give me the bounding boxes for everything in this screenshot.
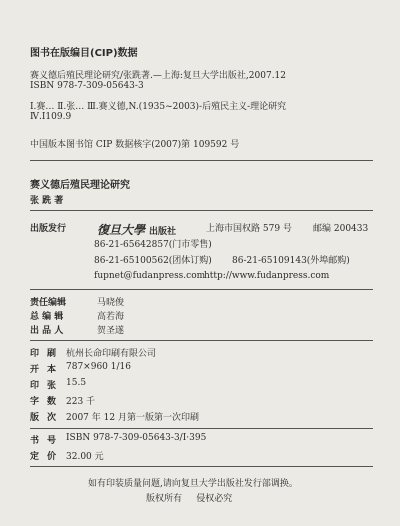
rights-notice: 版权所有 侵权必究 (146, 494, 233, 504)
publisher-logo-text: 復旦大學 (97, 223, 146, 237)
cip-line-3: Ⅰ.赛… Ⅱ.张… Ⅲ.赛义德,N.(1935~2003)-后殖民主义-理论研究 (30, 102, 287, 112)
cip-heading: 图书在版编目(CIP)数据 (30, 48, 138, 59)
price-value: 32.00 元 (66, 452, 104, 462)
phone-mail: 86-21-65109143(外埠邮购) (232, 256, 350, 266)
spec-label-printer: 印 刷 (30, 349, 56, 359)
cip-library-record: 中国版本图书馆 CIP 数据核字(2007)第 109592 号 (30, 140, 240, 150)
divider (30, 340, 373, 341)
publisher-email[interactable]: fupnet@fudanpress.com (94, 271, 206, 281)
spec-label-wordcount: 字 数 (30, 397, 56, 407)
phone-group: 86-21-65100562(团体订购) (94, 256, 212, 266)
spec-value-format: 787×960 1/16 (66, 362, 131, 372)
publisher-address: 上海市国权路 579 号 (206, 224, 292, 234)
cip-line-1: 赛义德后殖民理论研究/张跣著.—上海:复旦大学出版社,2007.12 (30, 71, 287, 81)
spec-value-wordcount: 223 千 (66, 397, 96, 407)
publisher-postcode: 邮编 200433 (313, 224, 369, 234)
divider (30, 210, 373, 211)
publisher-logo (97, 219, 176, 238)
chief-editor-label: 总 编 辑 (30, 312, 64, 322)
book-number-label: 书 号 (30, 436, 56, 446)
divider (30, 428, 373, 429)
quality-notice: 如有印装质量问题,请向复旦大学出版社发行部调换。 (88, 479, 298, 489)
divider (30, 289, 373, 290)
cip-isbn: ISBN 978-7-309-05643-3 (30, 81, 144, 91)
publisher-name-suffix: 出版社 (149, 227, 177, 237)
phone-retail: 86-21-65642857(门市零售) (94, 240, 212, 250)
spec-label-format: 开 本 (30, 365, 56, 375)
book-author: 张 跣 著 (30, 196, 64, 206)
divider (30, 466, 373, 467)
divider (30, 160, 373, 161)
chief-editor-value: 高若海 (97, 312, 125, 322)
spec-value-sheets: 15.5 (66, 378, 87, 388)
editor-label: 责任编辑 (30, 298, 67, 308)
spec-label-sheets: 印 张 (30, 381, 56, 391)
spec-value-printer: 杭州长命印刷有限公司 (66, 349, 157, 359)
book-title: 赛义德后殖民理论研究 (30, 180, 130, 191)
producer-label: 出 品 人 (30, 326, 64, 336)
publisher-website[interactable]: http://www.fudanpress.com (204, 271, 330, 281)
price-label: 定 价 (30, 452, 56, 462)
publisher-label: 出版发行 (30, 224, 67, 234)
spec-label-edition: 版 次 (30, 413, 56, 423)
editor-value: 马晓俊 (97, 298, 125, 308)
book-number-value: ISBN 978-7-309-05643-3/I·395 (66, 433, 207, 443)
producer-value: 贺圣遂 (97, 326, 125, 336)
cip-line-4: Ⅳ.I109.9 (30, 112, 72, 122)
spec-value-edition: 2007 年 12 月第一版第一次印刷 (66, 413, 199, 423)
